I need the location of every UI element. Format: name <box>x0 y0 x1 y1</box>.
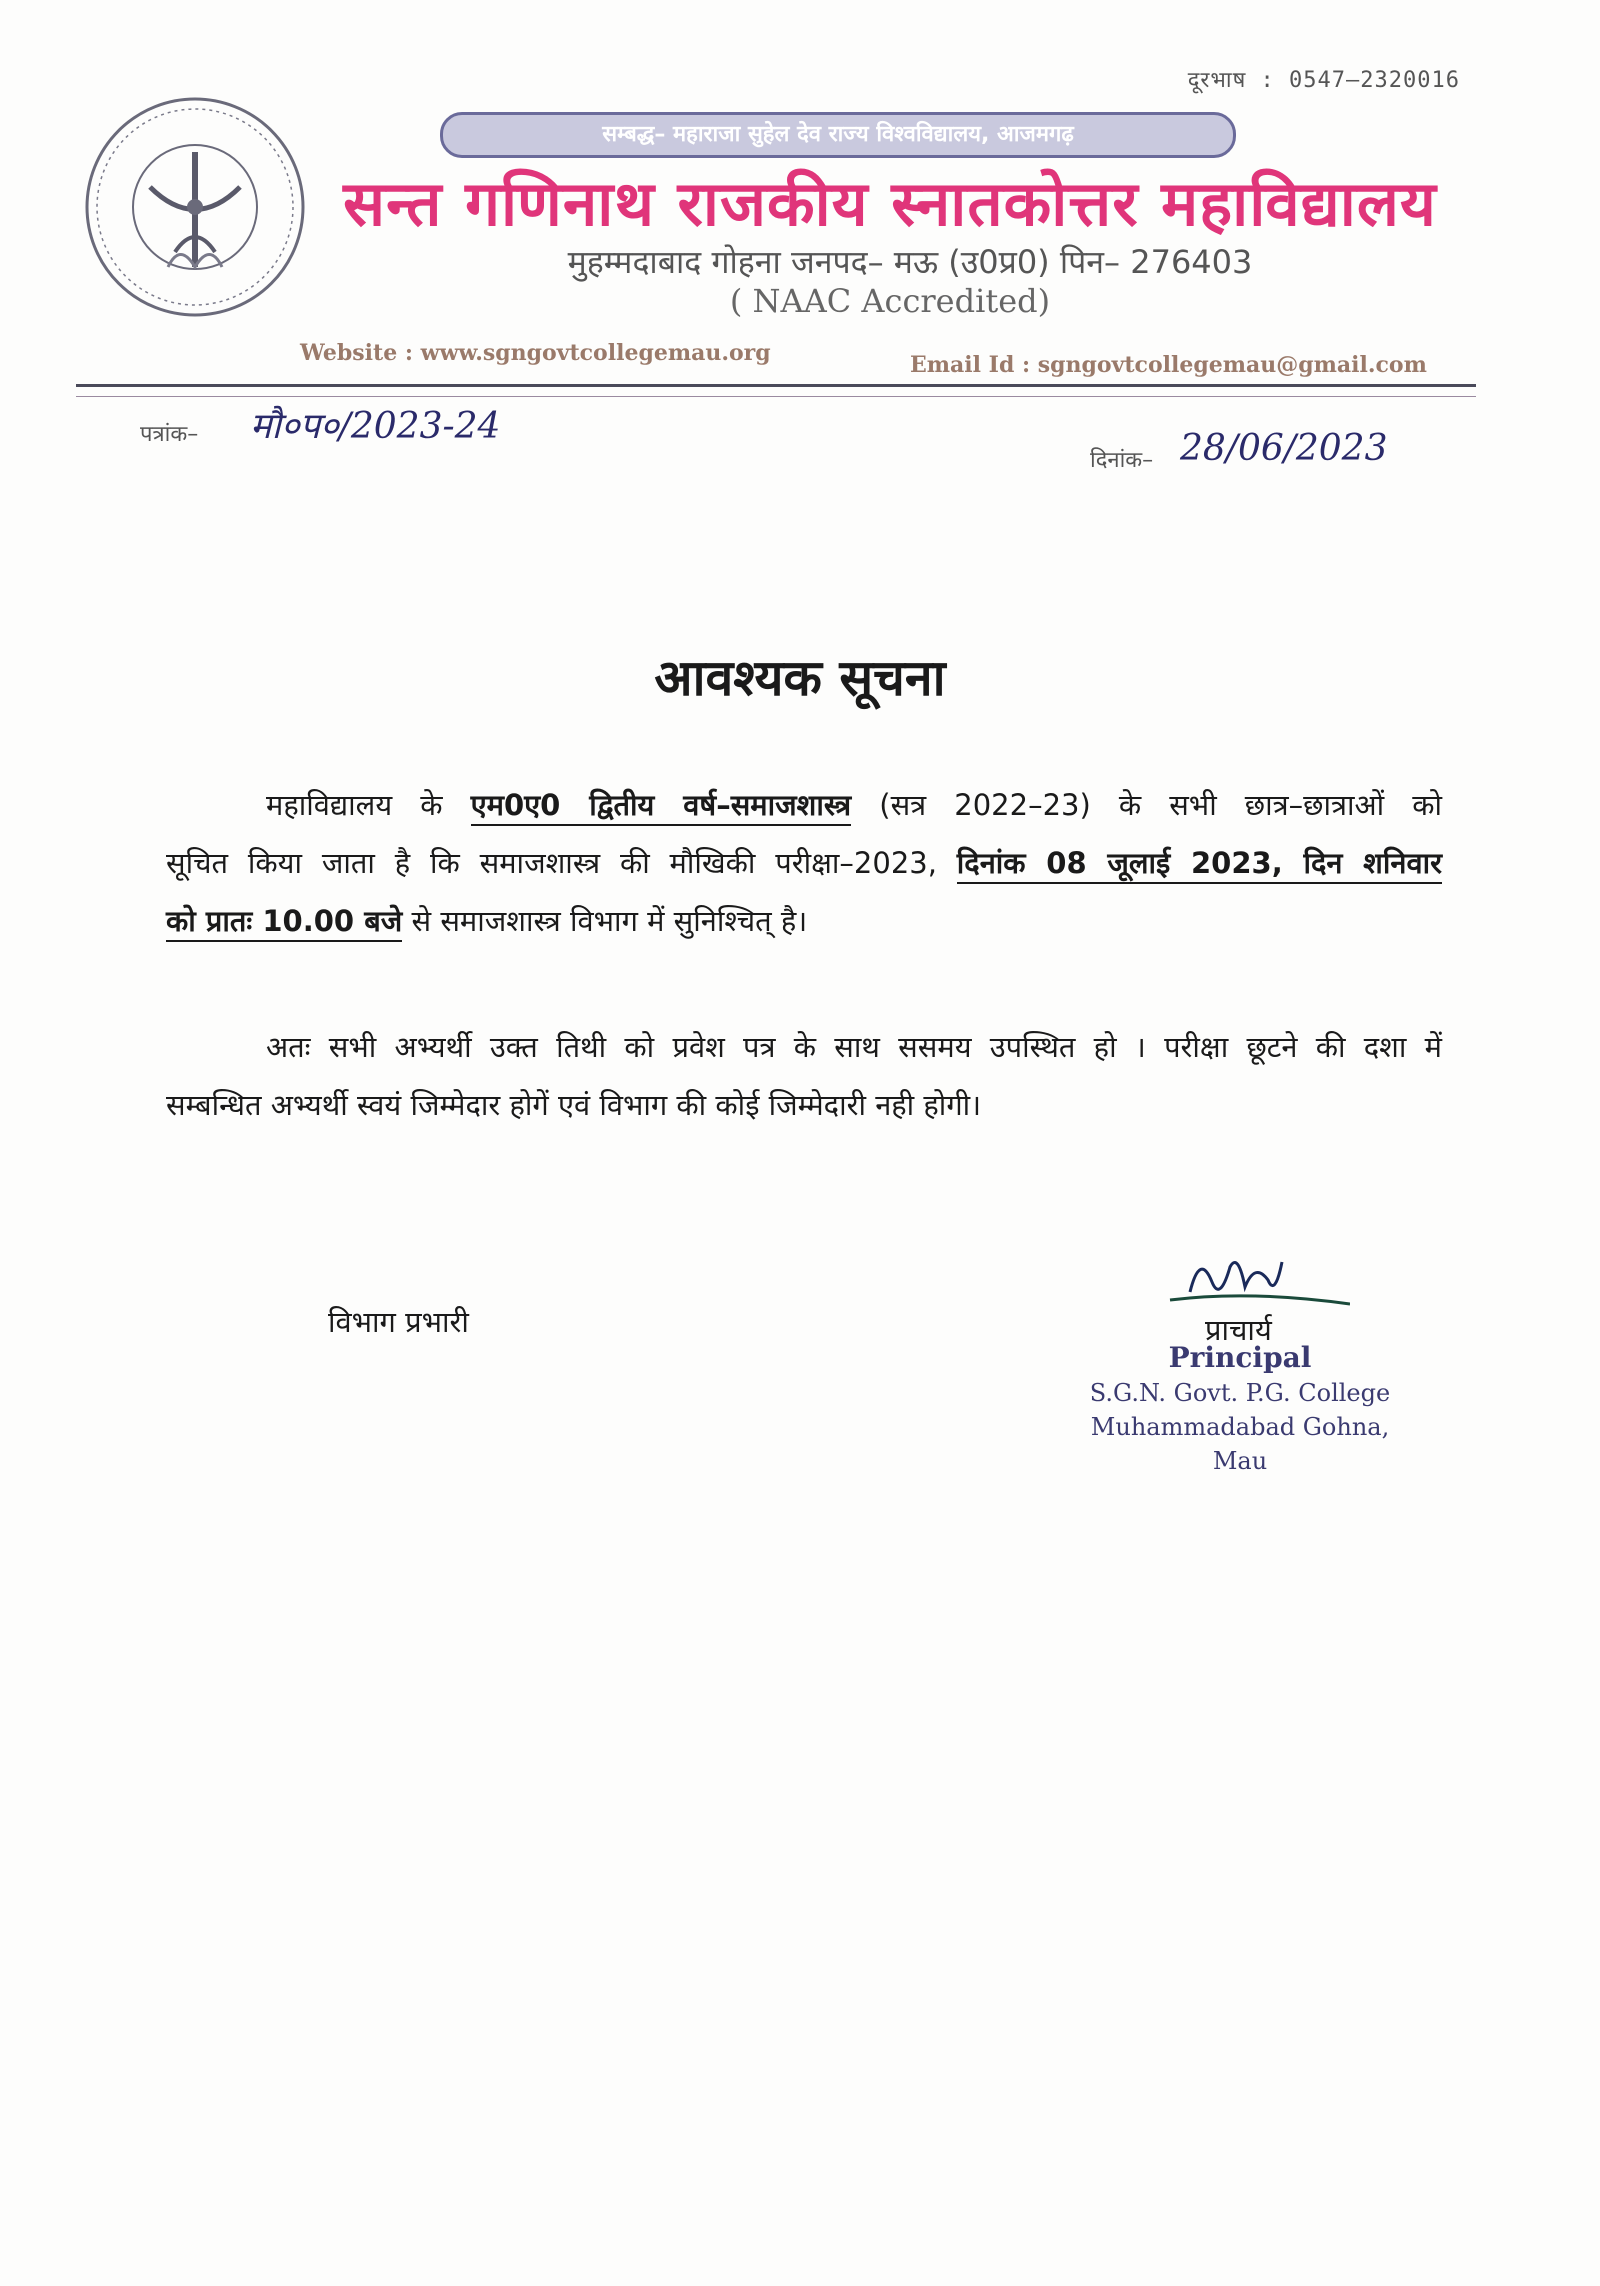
exam-date-highlight: दिनांक 08 जूलाई 2023, दिन शनिवार <box>957 846 1442 884</box>
paragraph-1-line-3 <box>166 892 1442 950</box>
naac-accreditation: ( NAAC Accredited) <box>729 282 1051 320</box>
college-name: सन्त गणिनाथ राजकीय स्नातकोत्तर महाविद्यालय <box>343 167 1437 240</box>
reference-number: मौ०प०/2023-24 <box>250 406 501 447</box>
principal-hindi-label: प्राचार्य <box>1205 1313 1272 1347</box>
notice-paragraph-2 <box>166 1018 1442 1134</box>
date-value: 28/06/2023 <box>1180 428 1388 469</box>
stamp-college: S.G.N. Govt. P.G. College <box>1089 1379 1391 1407</box>
phone-number: दूरभाष : 0547–2320016 <box>1187 68 1460 93</box>
college-address: मुहम्मदाबाद गोहना जनपद– मऊ (उ0प्र0) पिन– 276403 <box>567 243 1253 281</box>
course-name-highlight: एम0ए0 द्वितीय वर्ष–समाजशास्त्र <box>471 788 852 826</box>
header-divider <box>76 384 1476 387</box>
text-segment: महाविद्यालय के <box>266 788 443 822</box>
text-segment: सूचित किया जाता है कि समाजशास्त्र की मौखिकी परीक्षा–2023, <box>166 846 937 880</box>
up-government-seal-icon <box>80 92 310 322</box>
paragraph-2-line-2: सम्बन्धित अभ्यर्थी स्वयं जिम्मेदार होगें एवं विभाग की कोई जिम्मेदारी नही होगी। <box>166 1088 982 1122</box>
text-segment: (सत्र 2022–23) के सभी छात्र–छात्राओं को <box>879 788 1442 822</box>
stamp-title: Principal <box>1168 1341 1312 1374</box>
exam-time-highlight: को प्रातः 10.00 बजे <box>166 904 402 942</box>
reference-label: पत्रांक– <box>140 422 199 447</box>
stamp-location: Muhammadabad Gohna, Mau <box>1090 1413 1390 1475</box>
college-website: Website : www.sgngovtcollegemau.org <box>300 340 771 366</box>
text-segment: से समाजशास्त्र विभाग में सुनिश्चित् है। <box>411 904 808 938</box>
date-label: दिनांक– <box>1090 448 1154 473</box>
paragraph-1-line-2 <box>166 834 1442 892</box>
notice-title: आवश्यक सूचना <box>654 649 946 707</box>
principal-stamp <box>1060 1340 1420 1478</box>
college-email: Email Id : sgngovtcollegemau@gmail.com <box>910 352 1427 378</box>
department-head-label: विभाग प्रभारी <box>328 1305 469 1339</box>
affiliation-banner: सम्बद्ध– महाराजा सुहेल देव राज्य विश्वविद्यालय, आजमगढ़ <box>440 112 1236 158</box>
paragraph-2-line-1: अतः सभी अभ्यर्थी उक्त तिथी को प्रवेश पत्र के साथ ससमय उपस्थित हो । परीक्षा छूटने की दशा में <box>266 1030 1442 1064</box>
header-divider-thin <box>76 396 1476 397</box>
paragraph-1-line-1 <box>166 776 1442 834</box>
notice-paragraph-1 <box>166 776 1442 950</box>
